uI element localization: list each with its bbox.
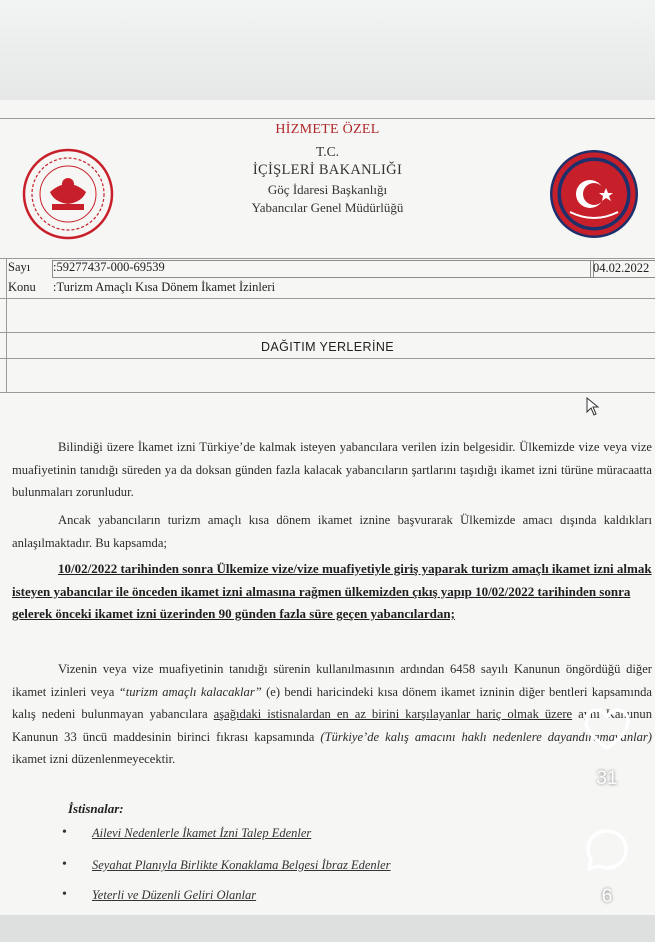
bottom-blank-area (0, 915, 655, 942)
paragraph-1: Bilindiği üzere İkamet izni Türkiye’de kalmak isteyen yabancılara verilen izin belgesidir. Ülkemizde vize veya vize muafiyetinin tanıdığı süreden ya da doksan günden fazla kalacak yabancıların şartlarını taşıdığı ikamet izni türüne müracaatta bulunmaları zorunludur. (12, 440, 652, 499)
ministry-seal-icon (22, 148, 114, 240)
comment-button[interactable] (585, 828, 629, 872)
rule-line (0, 332, 655, 333)
migration-seal-icon (548, 148, 640, 240)
rule-line (0, 118, 655, 119)
like-button[interactable] (583, 708, 631, 752)
confidential-label: HİZMETE ÖZEL (275, 122, 380, 137)
like-count: 31 (596, 768, 618, 789)
konu-value: :Turizm Amaçlı Kısa Dönem İkamet İzinleri (53, 280, 276, 294)
exception-item (62, 825, 312, 841)
comment-count: 6 (601, 886, 613, 907)
bullet-icon: • (62, 825, 67, 840)
rule-line (0, 298, 655, 299)
header-ministry: İÇİŞLERİ BAKANLIĞI (252, 162, 403, 178)
bullet-icon: • (62, 857, 67, 872)
paragraph-4-part-c: aynı Kanunun Kanunun 33 üncü maddesinin birinci fıkrası kapsamında (12, 707, 652, 744)
document-date: 04.02.2022 (593, 261, 650, 275)
paragraph-4-italic: “turizm amaçlı kalacaklar” (118, 684, 262, 699)
paragraph-4-italic-2: (Türkiye’de kalış amacını haklı nedenlere dayandıramayanlar) (320, 729, 653, 744)
exception-item (62, 887, 257, 903)
sayi-value: :59277437-000-69539 (53, 260, 165, 274)
header-directorate: Göç İdaresi Başkanlığı (267, 182, 388, 197)
exception-text: Seyahat Planıyla Birlikte Konaklama Belgesi İbraz Edenler (92, 858, 391, 872)
distribution-title: DAĞITIM YERLERİNE (261, 340, 394, 354)
scanned-document (0, 100, 655, 915)
paragraph-4 (12, 658, 652, 771)
exception-item (62, 857, 391, 873)
mouse-pointer-icon (586, 397, 602, 417)
paragraph-3-bold: 10/02/2022 tarihinden sonra Ülkemize vize/vize muafiyetiyle giriş yaparak turizm amaçlı ikamet izni almak isteyen yabancılar ile önceden ikamet izni almasına rağmen ülkemizden çıkış yapıp 10/02/2022 tarihinden sonra gelerek önceki ikamet izni üzerinden 90 günden fazla süre geçen yabancılardan; (12, 561, 652, 621)
exception-text: Yeterli ve Düzenli Geliri Olanlar (92, 888, 257, 902)
header-general-directorate: Yabancılar Genel Müdürlüğü (251, 200, 404, 215)
rule-line (0, 258, 655, 259)
bullet-icon: • (62, 887, 67, 902)
paragraph-4-part-d: ikamet izni düzenlenmeyecektir. (12, 752, 176, 766)
rule-line (0, 358, 655, 359)
heart-icon (583, 708, 631, 752)
konu-label: Konu (8, 280, 36, 294)
paragraph-2: Ancak yabancıların turizm amaçlı kısa dönem ikamet iznine başvurarak Ülkemizde amacı dışında kaldıkları anlaşılmaktadır. Bu kapsamda; (12, 513, 652, 550)
paragraph-4-part-a: Vizenin veya vize muafiyetinin tanıdığı sürenin kullanılmasının ardından 6458 sayılı Kanunun öngördüğü diğer ikamet izinleri veya (12, 662, 652, 699)
comment-bubble-icon (585, 828, 629, 872)
paragraph-4-part-b: (e) bendi haricindeki kısa dönem ikamet izninin diğer bentleri kapsamında kalış nedeni bulunmayan yabancılara (12, 684, 652, 721)
top-blank-area (0, 0, 655, 100)
exceptions-title: İstisnalar: (68, 801, 124, 816)
rule-line (6, 258, 7, 392)
rule-line (0, 392, 655, 393)
paragraph-4-underlined: aşağıdaki istisnalardan en az birini karşılayanlar hariç olmak üzere (213, 707, 573, 721)
exception-text: Ailevi Nedenlerle İkamet İzni Talep Edenler (92, 826, 312, 840)
header-tc: T.C. (316, 144, 339, 159)
sayi-label: Sayı (8, 260, 31, 274)
